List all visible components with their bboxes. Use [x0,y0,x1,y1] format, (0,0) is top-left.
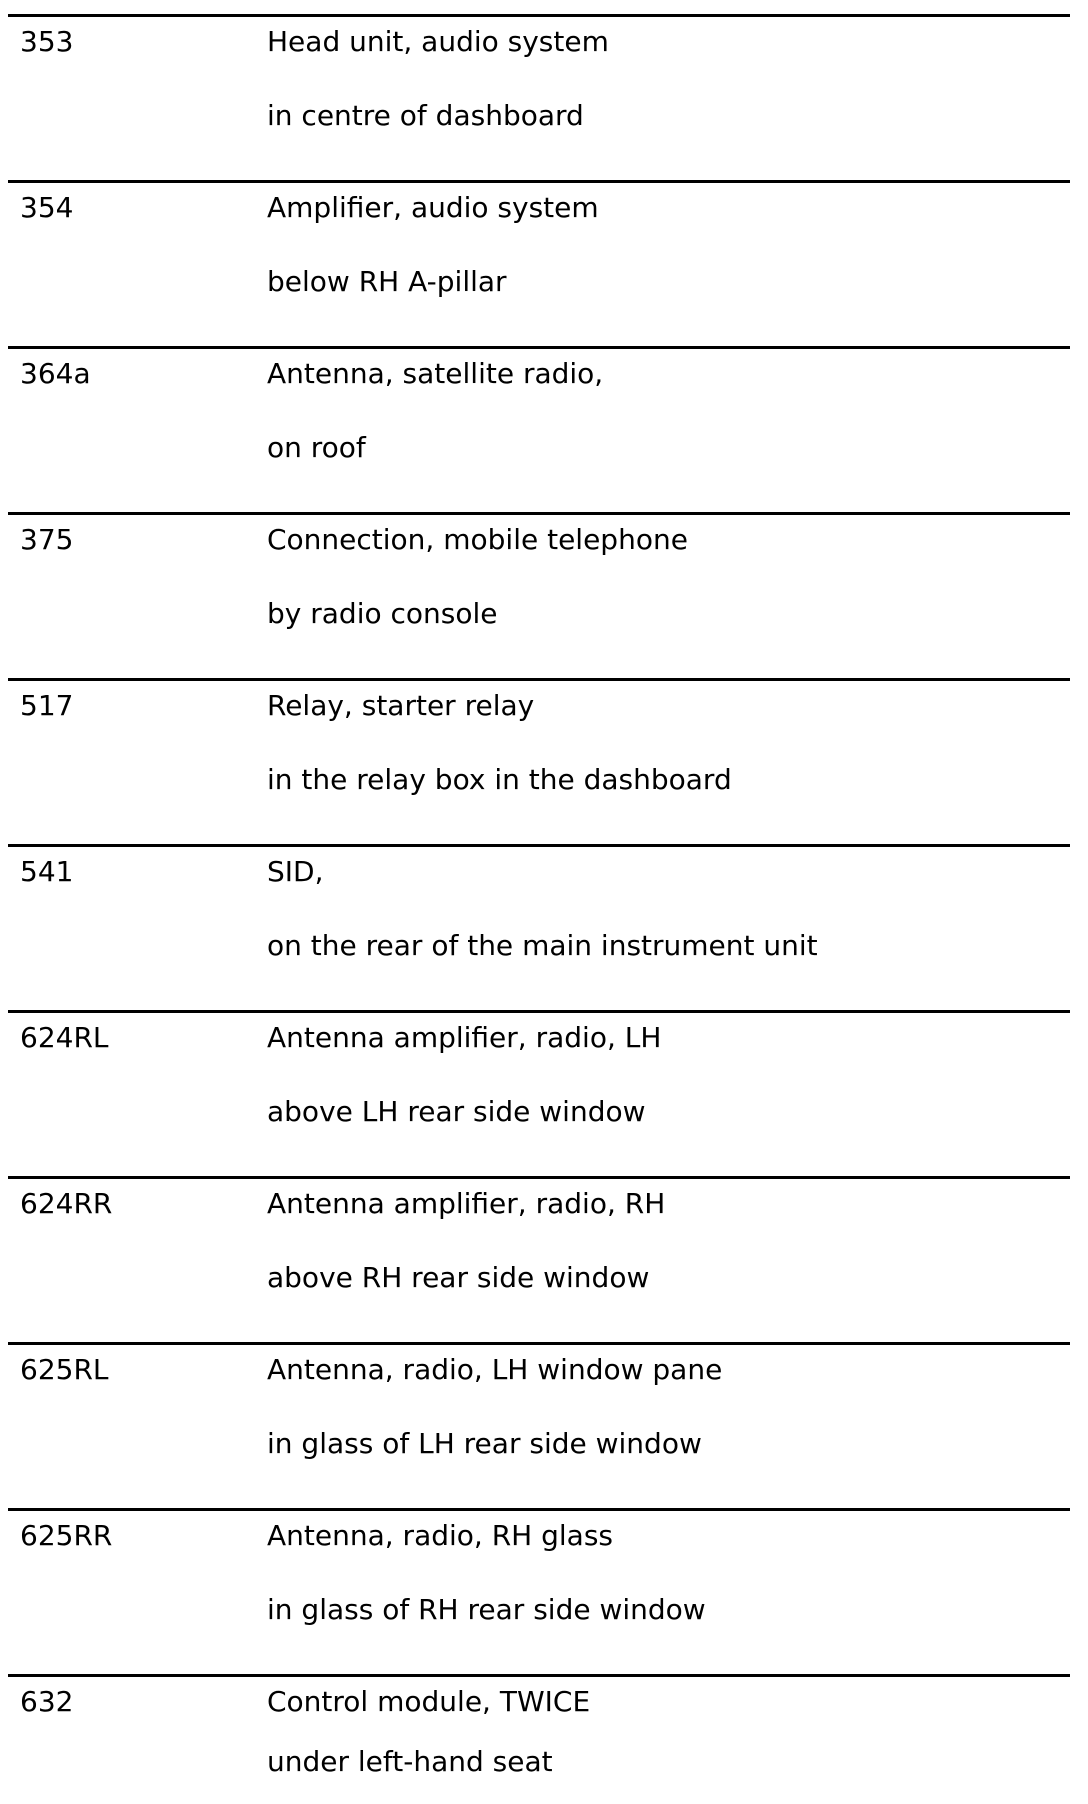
component-code: 625RL [20,1353,109,1386]
component-location: under left-hand seat [267,1745,553,1778]
component-location: in glass of LH rear side window [267,1427,702,1460]
table-row [8,1342,1070,1508]
component-code: 625RR [20,1519,113,1552]
component-location: above LH rear side window [267,1095,646,1128]
table-row [8,844,1070,1010]
component-table [8,14,1070,1797]
table-row [8,180,1070,346]
component-location: on the rear of the main instrument unit [267,929,818,962]
table-row [8,1176,1070,1342]
component-description: Antenna amplifier, radio, LH [267,1021,662,1054]
component-location: below RH A-pillar [267,265,507,298]
component-description: Control module, TWICE [267,1685,591,1718]
component-description: Antenna amplifier, radio, RH [267,1187,666,1220]
component-code: 353 [20,25,74,58]
component-code: 541 [20,855,74,888]
component-code: 375 [20,523,74,556]
component-description: SID, [267,855,324,888]
component-description: Antenna, radio, LH window pane [267,1353,723,1386]
component-code: 364a [20,357,91,390]
table-row [8,14,1070,180]
component-description: Amplifier, audio system [267,191,599,224]
component-code: 632 [20,1685,74,1718]
component-description: Antenna, radio, RH glass [267,1519,614,1552]
component-description: Antenna, satellite radio, [267,357,604,390]
table-row [8,1508,1070,1674]
table-row [8,1010,1070,1176]
component-description: Head unit, audio system [267,25,609,58]
table-row [8,512,1070,678]
table-row [8,1674,1070,1797]
component-location: in centre of dashboard [267,99,584,132]
table-row [8,346,1070,512]
component-code: 517 [20,689,74,722]
component-code: 624RL [20,1021,109,1054]
component-code: 354 [20,191,74,224]
component-code: 624RR [20,1187,113,1220]
component-location: by radio console [267,597,498,630]
component-description: Relay, starter relay [267,689,535,722]
table-row [8,678,1070,844]
component-location: in the relay box in the dashboard [267,763,732,796]
component-location: in glass of RH rear side window [267,1593,706,1626]
component-location: above RH rear side window [267,1261,650,1294]
component-description: Connection, mobile telephone [267,523,688,556]
component-location: on roof [267,431,366,464]
